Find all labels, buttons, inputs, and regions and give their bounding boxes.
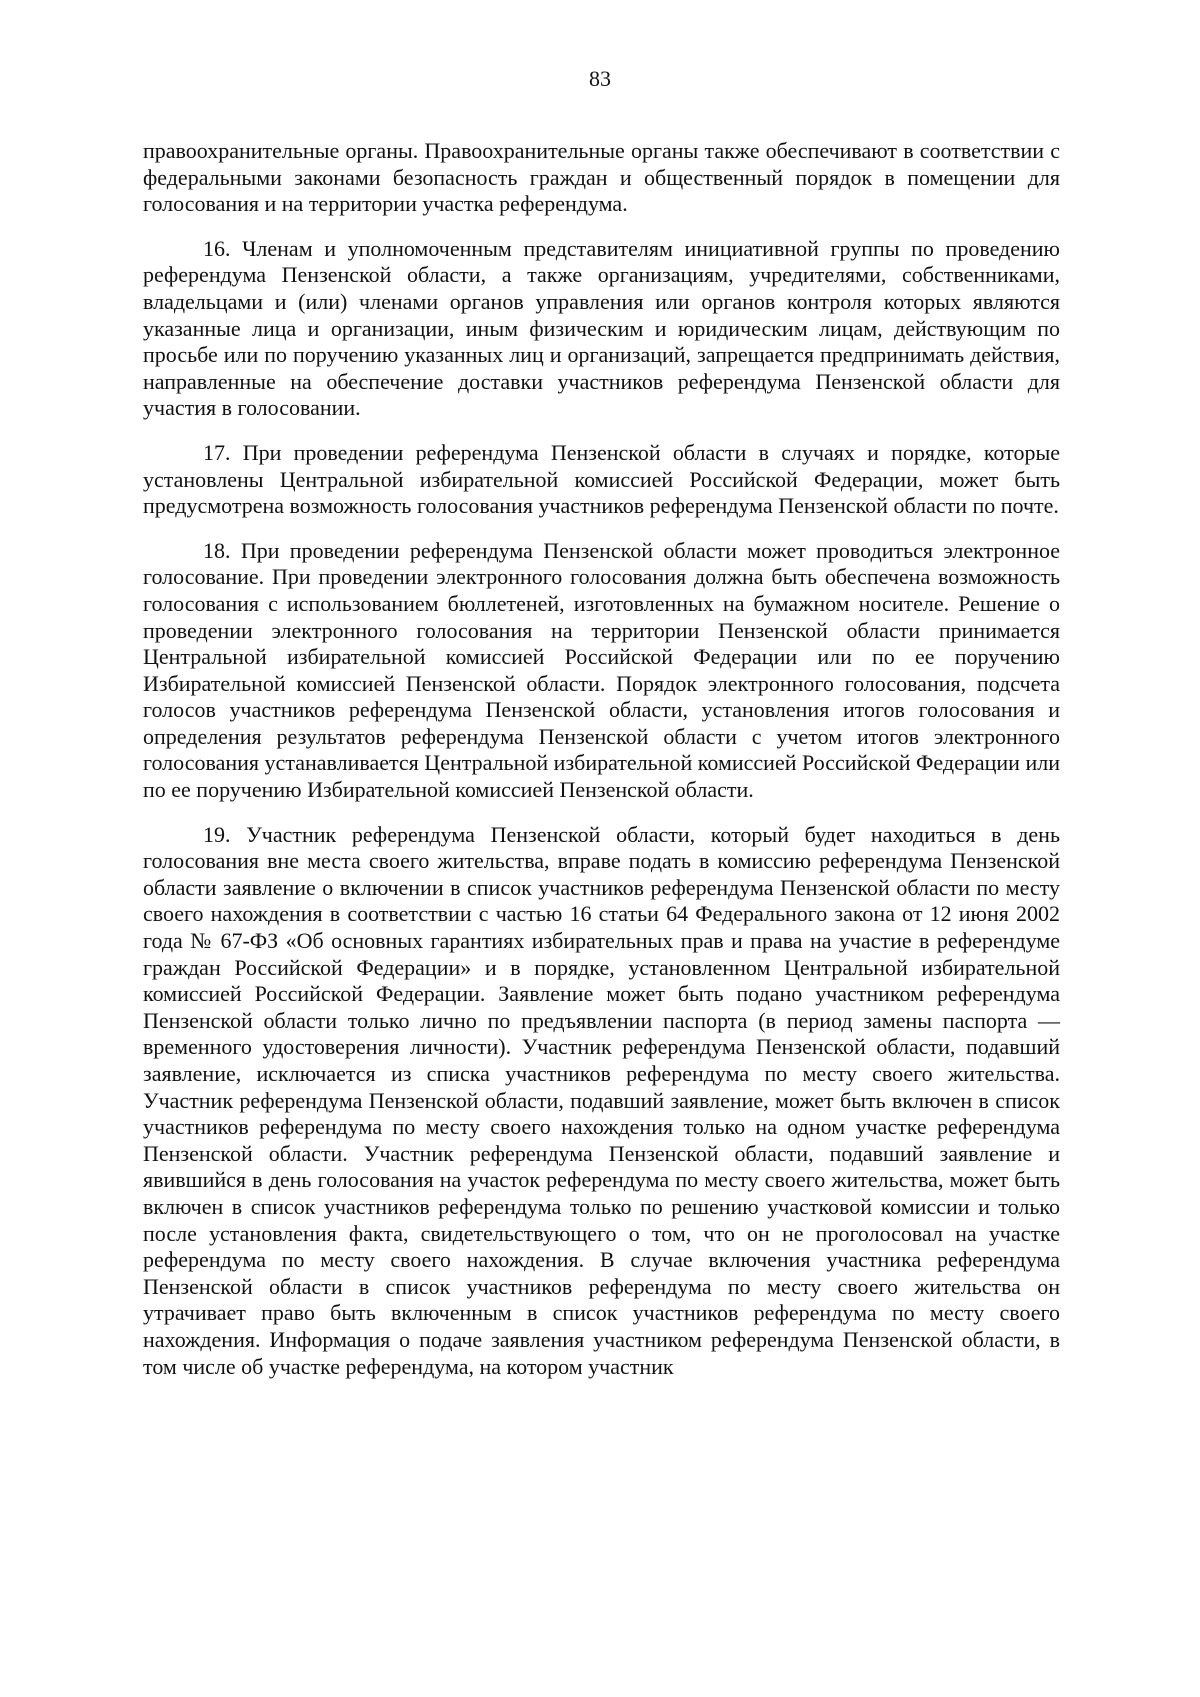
paragraph-item-19: 19. Участник референдума Пензенской области, который будет находиться в день голосования вне места своего жительства, вправе подать в комиссию референдума Пензенской области заявление о включении в список участников референдума Пензенской области по месту своего нахождения в соответствии с частью 16 статьи 64 Федерального закона от 12 июня 2002 года № 67-ФЗ «Об основных гарантиях избирательных прав и права на участие в референдуме граждан Российской Федерации» и в порядке, установленном Центральной избирательной комиссией Российской Федерации. Заявление может быть подано участником референдума Пензенской области только лично по предъявлении паспорта (в период замены паспорта — временного удостоверения личности). Участник референдума Пензенской области, подавший заявление, исключается из списка участников референдума по месту своего жительства. Участник референдума Пензенской области, подавший заявление, может быть включен в список участников референдума по месту своего нахождения только на одном участке референдума Пензенской области. Участник референдума Пензенской области, подавший заявление и явившийся в день голосования на участок референдума по месту своего жительства, может быть включен в список участников референдума только по решению участковой комиссии и только после установления факта, свидетельствующего о том, что он не проголосовал на участке референдума по месту своего нахождения. В случае включения участника референдума Пензенской области в список участников референдума по месту своего жительства он утрачивает право быть включенным в список участников референдума по месту своего нахождения. Информация о подаче заявления участником референдума Пензенской области, в том числе об участке референдума, на котором участник bbox=[143, 821, 1060, 1379]
paragraph-continuation: правоохранительные органы. Правоохранительные органы также обеспечивают в соответствии с федеральными законами безопасность граждан и общественный порядок в помещении для голосования и на территории участка референдума. bbox=[143, 138, 1060, 217]
document-body bbox=[143, 138, 1060, 1380]
page-number: 83 bbox=[589, 66, 611, 91]
paragraph-item-18: 18. При проведении референдума Пензенской области может проводиться электронное голосование. При проведении электронного голосования должна быть обеспечена возможность голосования с использованием бюллетеней, изготовленных на бумажном носителе. Решение о проведении электронного голосования на территории Пензенской области принимается Центральной избирательной комиссией Российской Федерации или по ее поручению Избирательной комиссией Пензенской области. Порядок электронного голосования, подсчета голосов участников референдума Пензенской области, установления итогов голосования и определения результатов референдума Пензенской области с учетом итогов электронного голосования устанавливается Центральной избирательной комиссией Российской Федерации или по ее поручению Избирательной комиссией Пензенской области. bbox=[143, 537, 1060, 803]
paragraph-item-17: 17. При проведении референдума Пензенской области в случаях и порядке, которые установлены Центральной избирательной комиссией Российской Федерации, может быть предусмотрена возможность голосования участников референдума Пензенской области по почте. bbox=[143, 439, 1060, 519]
paragraph-item-16: 16. Членам и уполномоченным представителям инициативной группы по проведению референдума Пензенской области, а также организациям, учредителями, собственниками, владельцами и (или) членами органов управления или органов контроля которых являются указанные лица и организации, иным физическим и юридическим лицам, действующим по просьбе или по поручению указанных лиц и организаций, запрещается предпринимать действия, направленные на обеспечение доставки участников референдума Пензенской области для участия в голосовании. bbox=[143, 235, 1060, 421]
